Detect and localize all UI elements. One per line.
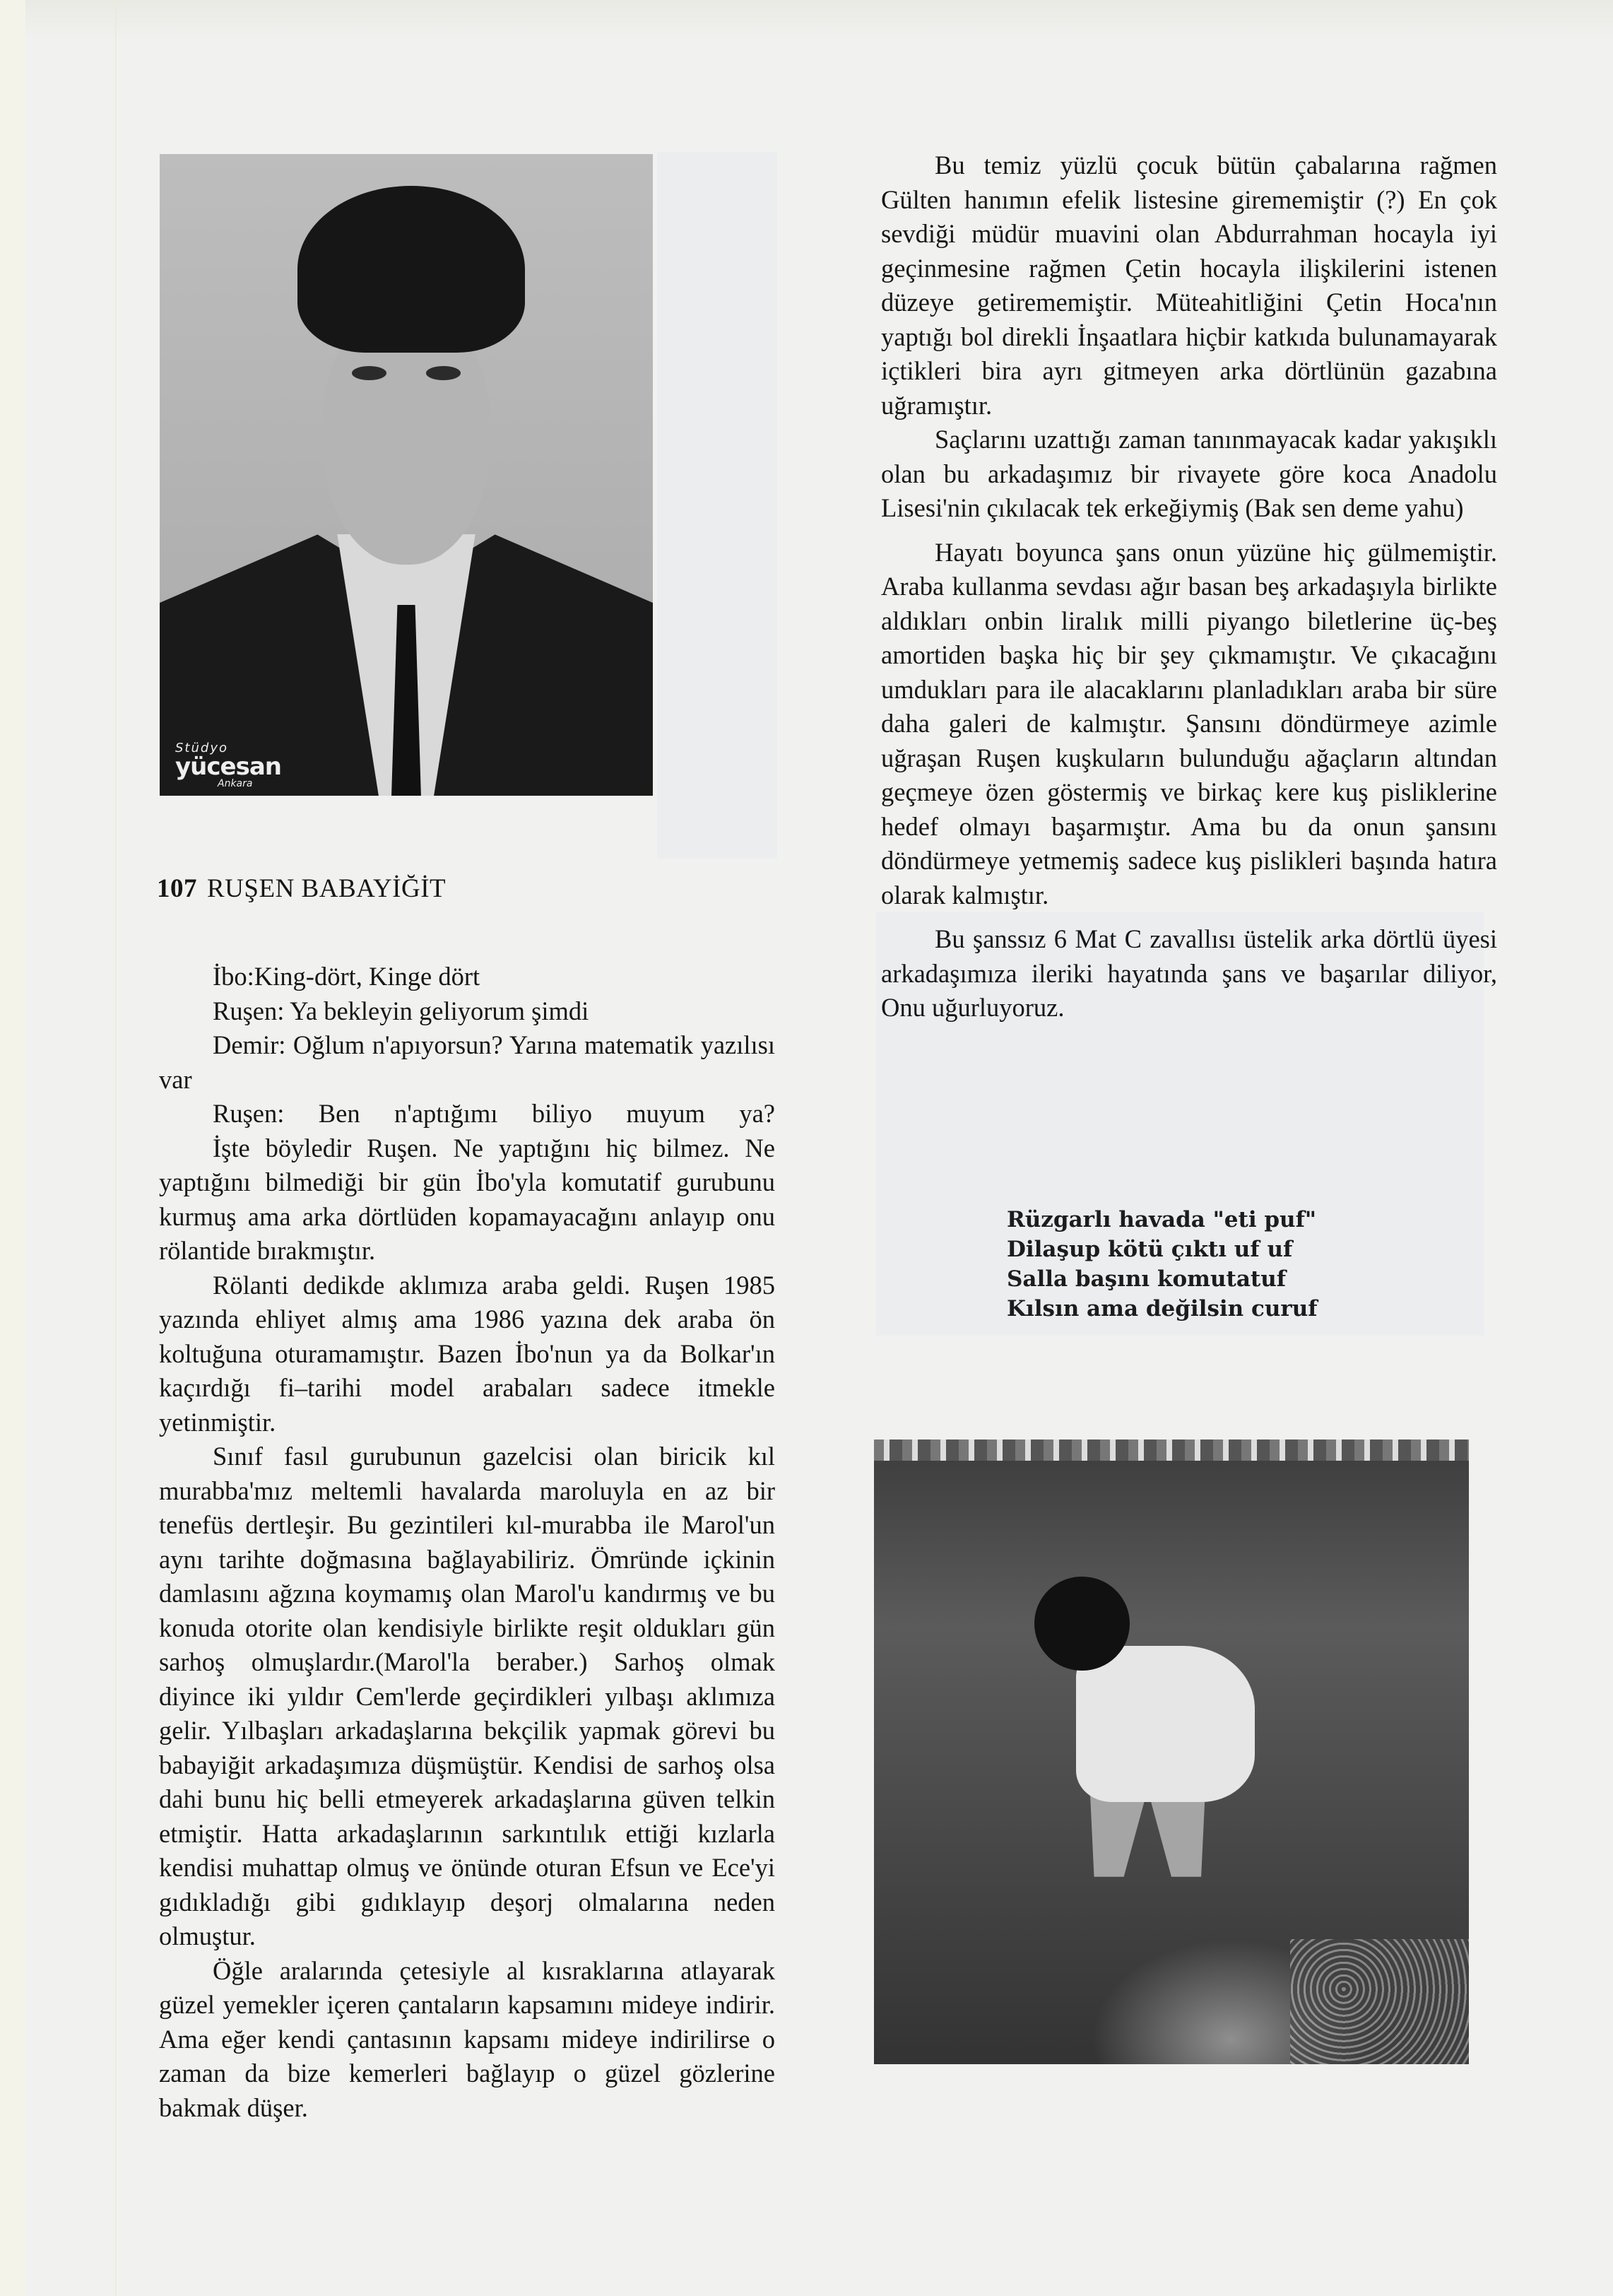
page-edge — [0, 0, 25, 2296]
page-crease — [115, 0, 117, 2296]
photo-eye — [426, 366, 461, 380]
poem-line: Rüzgarlı havada "eti puf" — [1007, 1207, 1317, 1232]
dialogue-line: Ruşen: Ya bekleyin geliyorum şimdi — [213, 996, 589, 1025]
body-paragraph: Sınıf fasıl gurubunun gazelcisi olan biricik kıl murabba'mız meltemli havalarda maroluyla en az bir tenefüs dertleşir. Bu gezintileri kıl-murabba ile Marol'un aynı tarihte doğmasına bağlayabiliriz. Ömründe içkinin damlasını ağzına koymamış olan Marol'u kandırmış ve bu konuda otorite olan kendisiyle birlikte reşit oldukları gün sarhoş olmuşlardır.(Marol'la beraber.) Sarhoş olmak diyince iki yıldır Cem'lerde geçirdikleri yılbaşı aklımıza gelir. Yılbaşları arkadaşlarına bekçilik yapmak görevi bu babayiğit arkadaşımıza düşmüştür. Kendisi de sarhoş olsa dahi bunu hiç belli etmeyerek arkadaşlarına güven telkin etmiştir. Hatta arkadaşlarının sarkıntılık ettiği kızlarla kendisi muhattap olmuş ve önünde oturan Efsun ve Ece'yi gıdıkladığı gibi gıdıklayıp deşorj olmalarına neden olmuştur. — [159, 1442, 775, 1950]
body-paragraph: Öğle aralarında çetesiyle al kısraklarına atlayarak güzel yemekler içeren çantaların kapsamını mideye indirir. Ama eğer kendi çantasının kapsamı mideye indirilirse o zaman da bize kemerleri bağlayıp o güzel gözlerine bakmak düşer. — [159, 1955, 775, 2122]
body-paragraph: İşte böyledir Ruşen. Ne yaptığını hiç bilmez. Ne yaptığını bilmediği bir gün İbo'yla komutatif gurubunu kurmuş ama arka dörtlüden kopamayacağını anlayıp onu rölantide bırakmıştır. — [159, 1133, 775, 1265]
scan-top-band — [25, 0, 1613, 42]
studio-stamp-line: Stüdyo — [175, 741, 228, 755]
body-paragraph: Saçlarını uzattığı zaman tanınmayacak kadar yakışıklı olan bu arkadaşımız bir rivayete göre koca Anadolu Lisesi'nin çıkılacak tek erkeğiymiş (Bak sen deme yahu) — [881, 425, 1497, 522]
photo-child-hair — [1034, 1577, 1130, 1671]
dialogue-line: İbo:King-dört, Kinge dört — [213, 962, 480, 991]
studio-stamp-line: Ankara — [218, 778, 253, 789]
body-paragraph: Rölanti dedikde aklımıza araba geldi. Ruşen 1985 yazında ehliyet almış ama 1986 yazına dek araba ön koltuğuna oturamamıştır. Bazen İbo'nun ya da Bolkar'ın kaçırdığı fi–tarihi model arabaları sadece itmekle yetinmiştir. — [159, 1270, 775, 1437]
studio-stamp — [175, 742, 281, 789]
photo-hair — [297, 186, 524, 353]
poem-line: Kılsın ama değilsin curuf — [1007, 1296, 1318, 1321]
photo-eye — [352, 366, 386, 380]
show-through-texture — [657, 152, 777, 859]
section-number: 107 — [157, 874, 197, 903]
dialogue-line: Ruşen: Ben n'aptığımı biliyo muyum ya? — [213, 1099, 775, 1128]
right-column — [881, 148, 1497, 1025]
left-column — [159, 960, 775, 2125]
studio-stamp-line: yücesan — [175, 753, 281, 781]
poem — [1007, 1205, 1318, 1324]
person-name: RUŞEN BABAYİĞİT — [207, 874, 447, 903]
photo-child-shirt — [1076, 1646, 1255, 1802]
beach-photo — [874, 1440, 1469, 2064]
portrait-photo — [160, 154, 653, 796]
photo-pebbles — [1290, 1939, 1469, 2064]
poem-line: Salla başını komutatuf — [1007, 1266, 1287, 1292]
body-paragraph: Hayatı boyunca şans onun yüzüne hiç gülmemiştir. Araba kullanma sevdası ağır basan beş arkadaşıyla birlikte aldıkları onbin liralık milli piyango biletlerine üç-beş amortiden başka hiç bir şey çıkmamıştır. Ve çıkacağını umdukları para ile alacaklarını planladıkları araba bir süre daha galeri de kalmıştır. Şansını döndürmeye azimle uğraşan Ruşen kuşkuların bulunduğu ağaçların altından geçmeye özen göstermiş ve birkaç kere kuş pisliklerine hedef olmayı başarmıştır. Ama bu da onun şansını döndürmeye yetmemiş sadece kuş pislikleri başında hatıra olarak kalmıştır. — [881, 537, 1497, 909]
body-paragraph: Bu şanssız 6 Mat C zavallısı üstelik arka dörtlü üyesi arkadaşımıza ileriki hayatında şans ve başarılar diliyor, Onu uğurluyoruz. — [881, 924, 1497, 1022]
poem-line: Dilaşup kötü çıktı uf uf — [1007, 1237, 1293, 1262]
paragraph-gap — [881, 526, 1497, 536]
dialogue-line: Demir: Oğlum n'apıyorsun? Yarına matematik yazılısı var — [159, 1030, 775, 1094]
body-paragraph: Bu temiz yüzlü çocuk bütün çabalarına rağmen Gülten hanımın efelik listesine girememiştir (?) En çok sevdiği müdür muavini olan Abdurrahman hocayla iyi geçinmesine rağmen Çetin hocayla ilişkilerini istenen düzeye getirememiştir. Müteahitliğini Çetin Hoca'nın yaptığı bol direkli İnşaatlara hiçbir katkıda bulunamayarak içtikleri bira ayrı gitmeyen arka dörtlünün gazabına uğramıştır. — [881, 151, 1497, 420]
paragraph-gap — [881, 912, 1497, 922]
photo-shoreline — [874, 1440, 1469, 1461]
section-title — [157, 873, 446, 904]
